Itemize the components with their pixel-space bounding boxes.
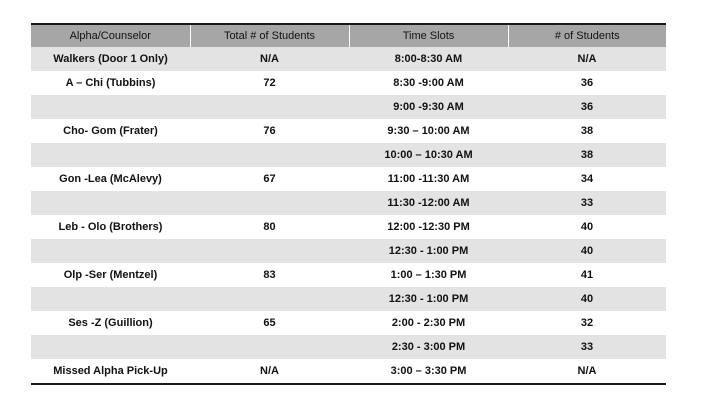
alpha-counselor-cell	[31, 287, 190, 311]
time-slot-cell: 12:30 - 1:00 PM	[349, 239, 508, 263]
time-slot-cell: 9:00 -9:30 AM	[349, 95, 508, 119]
total-students-cell: N/A	[190, 359, 349, 384]
total-students-cell: 76	[190, 119, 349, 143]
time-slot-cell: 9:30 – 10:00 AM	[349, 119, 508, 143]
total-students-cell	[190, 191, 349, 215]
table-row	[31, 287, 666, 311]
total-students-cell: 83	[190, 263, 349, 287]
header-num-students: # of Students	[508, 24, 666, 47]
alpha-counselor-cell: Walkers (Door 1 Only)	[31, 47, 190, 71]
num-students-cell: 34	[508, 167, 666, 191]
alpha-counselor-cell	[31, 191, 190, 215]
time-slot-cell: 8:00-8:30 AM	[349, 47, 508, 71]
table-body	[31, 47, 666, 384]
total-students-cell: 72	[190, 71, 349, 95]
alpha-counselor-cell	[31, 335, 190, 359]
header-time-slots: Time Slots	[349, 24, 508, 47]
total-students-cell: N/A	[190, 47, 349, 71]
alpha-counselor-cell	[31, 95, 190, 119]
num-students-cell: 38	[508, 119, 666, 143]
time-slot-cell: 2:00 - 2:30 PM	[349, 311, 508, 335]
header-total-students: Total # of Students	[190, 24, 349, 47]
table-row	[31, 263, 666, 287]
table-header	[31, 24, 666, 47]
total-students-cell: 80	[190, 215, 349, 239]
num-students-cell: 33	[508, 335, 666, 359]
num-students-cell: 38	[508, 143, 666, 167]
header-row	[31, 24, 666, 47]
num-students-cell: N/A	[508, 47, 666, 71]
alpha-counselor-cell: Leb - Olo (Brothers)	[31, 215, 190, 239]
table-row	[31, 215, 666, 239]
num-students-cell: 40	[508, 239, 666, 263]
alpha-counselor-cell: Ses -Z (Guillion)	[31, 311, 190, 335]
alpha-counselor-cell: Missed Alpha Pick-Up	[31, 359, 190, 384]
time-slot-cell: 12:30 - 1:00 PM	[349, 287, 508, 311]
time-slot-cell: 1:00 – 1:30 PM	[349, 263, 508, 287]
num-students-cell: 40	[508, 287, 666, 311]
num-students-cell: 36	[508, 71, 666, 95]
alpha-counselor-cell: Olp -Ser (Mentzel)	[31, 263, 190, 287]
total-students-cell	[190, 95, 349, 119]
header-alpha-counselor: Alpha/Counselor	[31, 24, 190, 47]
alpha-counselor-cell	[31, 239, 190, 263]
num-students-cell: 41	[508, 263, 666, 287]
time-slot-cell: 3:00 – 3:30 PM	[349, 359, 508, 384]
table-row	[31, 47, 666, 71]
table-row	[31, 95, 666, 119]
table-row	[31, 359, 666, 384]
num-students-cell: 36	[508, 95, 666, 119]
table-row	[31, 71, 666, 95]
table-row	[31, 167, 666, 191]
time-slot-cell: 8:30 -9:00 AM	[349, 71, 508, 95]
table-row	[31, 143, 666, 167]
num-students-cell: 40	[508, 215, 666, 239]
schedule-table	[31, 23, 666, 385]
time-slot-cell: 2:30 - 3:00 PM	[349, 335, 508, 359]
num-students-cell: 33	[508, 191, 666, 215]
total-students-cell	[190, 143, 349, 167]
alpha-counselor-cell	[31, 143, 190, 167]
total-students-cell	[190, 335, 349, 359]
alpha-counselor-cell: Gon -Lea (McAlevy)	[31, 167, 190, 191]
time-slot-cell: 11:00 -11:30 AM	[349, 167, 508, 191]
total-students-cell: 65	[190, 311, 349, 335]
alpha-counselor-cell: A – Chi (Tubbins)	[31, 71, 190, 95]
time-slot-cell: 12:00 -12:30 PM	[349, 215, 508, 239]
table-row	[31, 191, 666, 215]
table-row	[31, 311, 666, 335]
table-row	[31, 335, 666, 359]
time-slot-cell: 11:30 -12:00 AM	[349, 191, 508, 215]
total-students-cell	[190, 239, 349, 263]
num-students-cell: 32	[508, 311, 666, 335]
alpha-counselor-cell: Cho- Gom (Frater)	[31, 119, 190, 143]
total-students-cell	[190, 287, 349, 311]
table-row	[31, 239, 666, 263]
table-row	[31, 119, 666, 143]
num-students-cell: N/A	[508, 359, 666, 384]
time-slot-cell: 10:00 – 10:30 AM	[349, 143, 508, 167]
total-students-cell: 67	[190, 167, 349, 191]
